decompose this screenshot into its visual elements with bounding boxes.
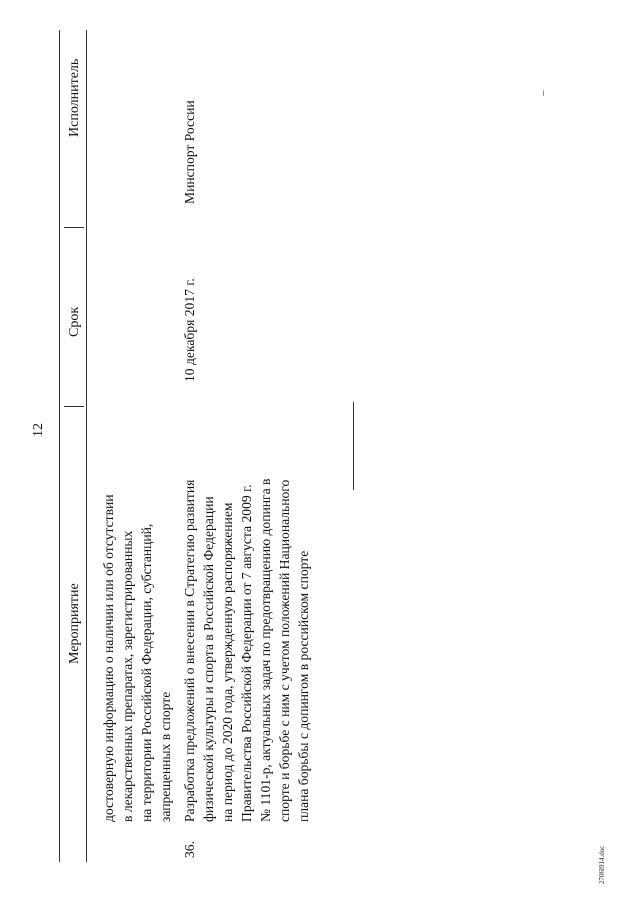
executor-value: Минспорт России [182,100,197,204]
continuation-line: запрещенных в спорте [158,691,173,822]
table-header-top-rule [59,30,60,862]
scan-mark [543,90,544,96]
continuation-line: в лекарственных препаратах, зарегистрированных [120,530,135,822]
column-header-deadline: Срок [67,306,82,337]
end-of-table-rule [353,402,354,490]
deadline-value: 10 декабря 2017 г. [182,278,197,382]
column-header-executor: Исполнитель [67,58,82,137]
continuation-line: достоверную информацию о наличии или об отсутствии [101,494,116,822]
table-header-bottom-rule [86,30,87,862]
event-line: на период до 2020 года, утвержденную распоряжением [220,502,235,822]
row-number: 36. [182,841,197,858]
continuation-line: на территории Российской Федерации, субстанций, [139,523,154,822]
rotated-page-content [30,30,610,862]
event-line: плана борьбы с допингом в российском спорте [296,550,311,822]
event-line: Правительства Российской Федерации от 7 августа 2009 г. [239,484,254,822]
column-header-event: Мероприятие [67,583,82,664]
page-number: 12 [31,423,46,437]
column-separator [64,406,84,407]
event-line: Разработка предложений о внесении в Стратегию развития [182,479,197,822]
column-separator [64,227,84,228]
event-line: спорте и борьбе с ним с учетом положений Национального [277,479,292,822]
event-line: физической культуры и спорта в Российской Федерации [201,496,216,822]
footer-file-code: 2706l914.doc [598,845,606,884]
event-line: № 1101-р, актуальных задач по предотвращению допинга в [258,478,273,822]
